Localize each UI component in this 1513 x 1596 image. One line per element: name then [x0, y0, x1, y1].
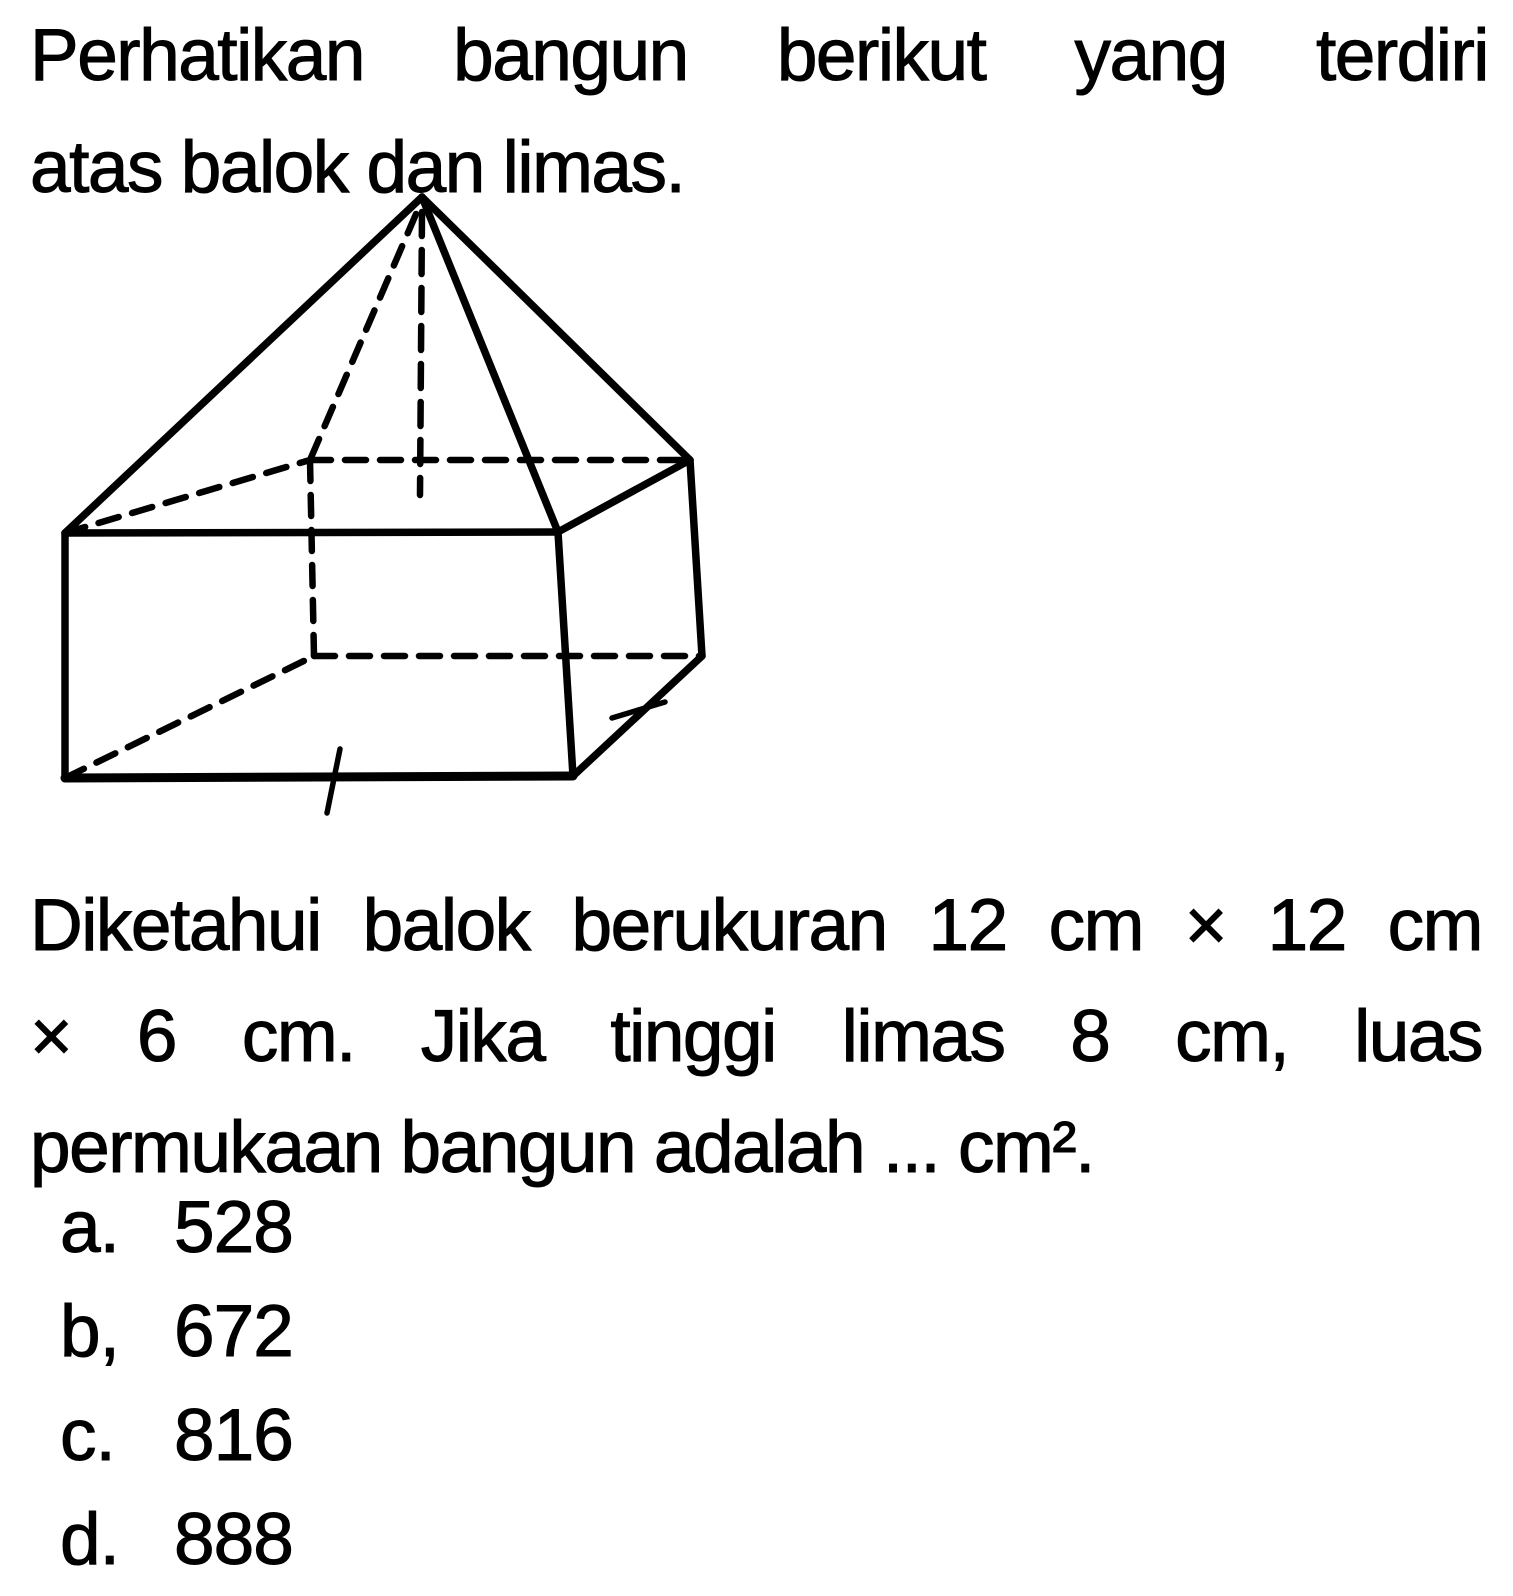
option-a-label: a.: [60, 1187, 119, 1268]
option-c-value: 816: [174, 1395, 293, 1476]
problem-intro: [30, 0, 1488, 224]
option-a-value: 528: [174, 1187, 293, 1268]
edge-apex-to-front-right: [422, 197, 558, 532]
option-b: [60, 1280, 1460, 1384]
option-c-label: c.: [60, 1395, 115, 1476]
option-d: [60, 1488, 1460, 1592]
limas-height-dashed-line: [420, 212, 422, 495]
intro-line-2: atas balok dan limas.: [30, 127, 685, 208]
edge-bottom-right: [573, 656, 702, 776]
edge-bottom-left-hidden: [65, 656, 314, 778]
edge-apex-to-back-right: [422, 197, 690, 460]
limas-solid-edges: [65, 197, 690, 533]
answer-options: [60, 1176, 1460, 1592]
option-a: [60, 1176, 1460, 1280]
option-b-label: b,: [60, 1291, 119, 1372]
problem-statement: [30, 870, 1482, 1203]
option-b-value: 672: [174, 1291, 293, 1372]
intro-line-1: Perhatikan bangun berikut yang terdiri: [30, 15, 1488, 96]
edge-top-right: [558, 460, 690, 532]
problem-line-3: permukaan bangun adalah ... cm².: [30, 1107, 1094, 1188]
edge-back-left-vertical-hidden: [310, 460, 314, 656]
edge-top-front: [65, 532, 558, 533]
height-line: [420, 212, 422, 495]
balok-solid-edges: [65, 460, 702, 778]
edge-apex-to-back-left-hidden: [310, 214, 416, 460]
problem-line-2: × 6 cm. Jika tinggi limas 8 cm, luas: [30, 996, 1482, 1077]
hidden-dashed-edges: [65, 214, 702, 778]
problem-line-1: Diketahui balok berukuran 12 cm × 12 cm: [30, 885, 1482, 966]
tick-bottom-front-edge: [327, 749, 340, 813]
option-d-label: d.: [60, 1499, 119, 1580]
option-c: [60, 1384, 1460, 1488]
tick-marks: [327, 702, 665, 813]
edge-front-right-vertical: [558, 532, 573, 776]
edge-apex-to-front-left: [65, 197, 422, 533]
option-d-value: 888: [174, 1499, 293, 1580]
tick-bottom-right-edge: [612, 702, 665, 718]
edge-bottom-front: [65, 776, 573, 778]
edge-top-left-hidden: [65, 460, 310, 533]
edge-back-right-vertical: [690, 460, 702, 656]
